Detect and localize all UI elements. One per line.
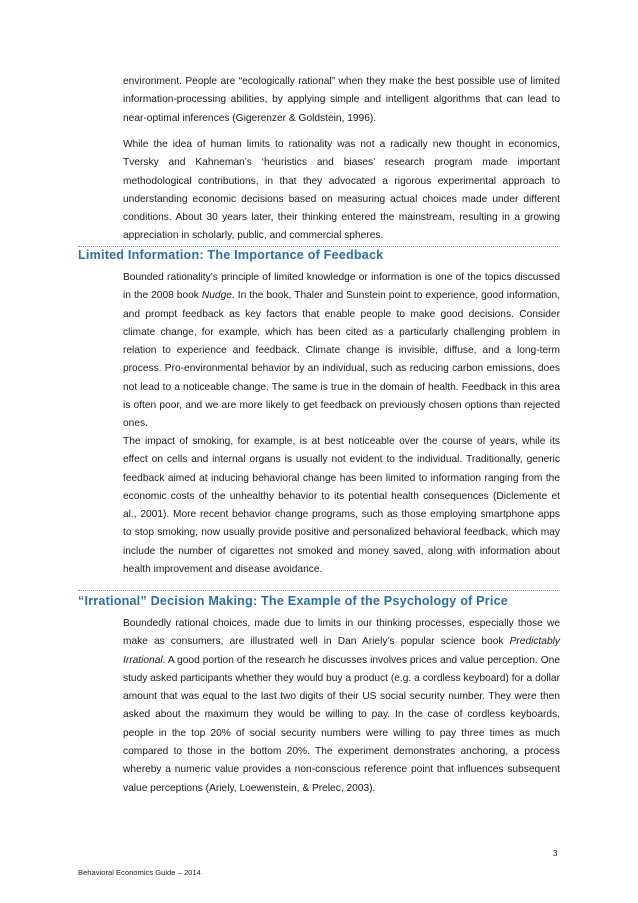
paragraph-text: Boundedly rational choices, made due to limits in our thinking processes, especially those we make as consumers, are illustrated well in Dan Ariely’s popular science book (123, 618, 560, 648)
paragraph-boundedly-rational-choices (123, 615, 560, 798)
section-heading-irrational-decision-making: “Irrational” Decision Making: The Example of the Psychology of Price (78, 594, 508, 608)
book-title-predictably-irrational: Predictably Irrational (123, 636, 560, 666)
paragraph-text: Bounded rationality’s principle of limited knowledge or information is one of the topics discussed in the 2008 book (123, 272, 560, 302)
section-divider (78, 590, 560, 591)
section-divider (78, 246, 560, 247)
book-title-nudge: Nudge (201, 290, 232, 302)
page-number: 3 (553, 849, 558, 858)
paragraph-environment: environment. People are “ecologically rational” when they make the best possible use of limited information-processing abilities, by applying simple and intelligent algorithms that can lead to near-optimal inferences (Gigerenzer & Goldstein, 1996). (123, 76, 560, 124)
paragraph-human-limits: While the idea of human limits to rationality was not a radically new thought in economics, Tversky and Kahneman’s ‘heuristics and biases’ research program made important methodological contributions, in that they advocated a rigorous experimental approach to understanding economic decisions based on measuring actual choices made under different conditions. About 30 years later, their thinking entered the mainstream, resulting in a growing appreciation in scholarly, public, and commercial spheres. (123, 139, 560, 242)
section-heading-limited-information: Limited Information: The Importance of Feedback (78, 248, 384, 262)
paragraph-bounded-rationality (123, 269, 560, 434)
footer-title: Behavioral Economics Guide – 2014 (78, 868, 201, 877)
paragraph-text: . A good portion of the research he discusses involves prices and value perception. One study asked participants whether they would buy a product (e.g. a cordless keyboard) for a dollar amount that was equal to the last two digits of their US social security number. They were then asked about the maximum they would be willing to pay. In the case of cordless keyboards, people in the top 20% of social security numbers were willing to pay three times as much compared to those in the bottom 20%. The experiment demonstrates anchoring, a process whereby a numeric value provides a non-conscious reference point that influences subsequent value perceptions (Ariely, Loewenstein, & Prelec, 2003). (123, 654, 560, 794)
paragraph-text: . In the book, Thaler and Sunstein point to experience, good information, and prompt feedback as key factors that enable people to make good decisions. Consider climate change, for example, which has been cited as a particularly challenging problem in relation to experience and feedback. Climate change is invisible, diffuse, and a long-term process. Pro-environmental behavior by an individual, such as reducing carbon emissions, does not lead to a noticeable change. The same is true in the domain of health. Feedback in this area is often poor, and we are more likely to get feedback on previously chosen options than rejected ones. (123, 290, 560, 430)
paragraph-smoking-impact: The impact of smoking, for example, is at best noticeable over the course of years, while its effect on cells and internal organs is usually not evident to the individual. Traditionally, generic feedback aimed at inducing behavioral change has been limited to information ranging from the economic costs of the unhealthy behavior to its potential health consequences (Diclemente et al., 2001). More recent behavior change programs, such as those employing smartphone apps to stop smoking, now usually provide positive and personalized behavioral feedback, which may include the number of cigarettes not smoked and money saved, along with information about health improvement and disease avoidance. (123, 436, 560, 576)
